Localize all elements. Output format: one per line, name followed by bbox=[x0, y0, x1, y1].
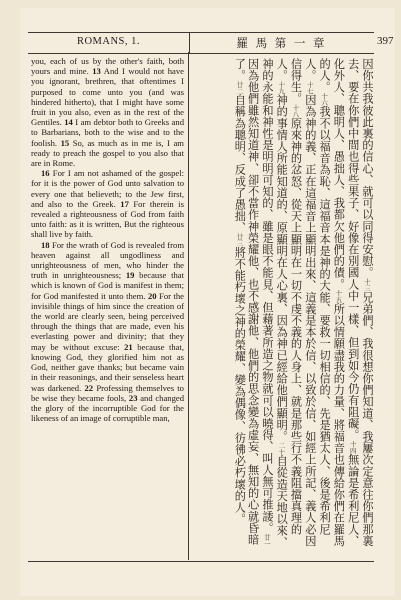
chinese-verse-number: 十九 bbox=[277, 81, 286, 95]
verse-number: 13 bbox=[92, 66, 101, 77]
verse-number: 23 bbox=[128, 392, 138, 403]
chinese-verse-text: 將不能朽壞之神的榮耀、變為偶像、彷彿必朽壞的人。 bbox=[233, 246, 247, 525]
verse-text: you, each of us by the other's faith, both yours and mine. bbox=[31, 56, 184, 77]
chinese-verse-text: 自從造天地以來、神的永能和神性是明明可知的、雖是眼不能見、但藉著所造之物就可以曉得、叫人無可推諉。 bbox=[260, 58, 289, 549]
chinese-verse-text: 神的事情人所能知道的、原顯明在人心裏、因為神已經給他們顯明。 bbox=[275, 94, 289, 443]
english-paragraph bbox=[31, 56, 184, 168]
verse-number: 17 bbox=[120, 198, 129, 209]
verse-text: Professing themselves to be wise they became fools, bbox=[31, 382, 184, 403]
verse-number: 20 bbox=[147, 290, 157, 301]
verse-text: For the wrath of God is revealed from heaven against all ungodliness and unrighteousness of men, who hinder the truth in unrighteousness; bbox=[31, 239, 184, 281]
verse-text: For I am not ashamed of the gospel: for it is the power of God unto salvation to every one that believeth; to the Jew first, and also to the Greek. bbox=[31, 168, 184, 209]
english-paragraph bbox=[31, 240, 184, 424]
chinese-verse-number: 十五 bbox=[334, 290, 343, 303]
chinese-text-column bbox=[191, 58, 374, 556]
column-divider bbox=[188, 52, 189, 560]
chinese-verse-number: 十七 bbox=[305, 81, 314, 95]
verse-text: I am debtor both to Greeks and to Barbarians, both to the wise and to the foolish. bbox=[31, 117, 184, 148]
chinese-verse-number: 二十 bbox=[277, 442, 286, 456]
verse-number: 14 bbox=[64, 117, 73, 128]
english-paragraph bbox=[31, 168, 184, 239]
page-number: 397 bbox=[377, 35, 394, 47]
verse-number: 18 bbox=[41, 239, 50, 250]
header-chinese-cell bbox=[189, 33, 374, 53]
english-text-column bbox=[31, 56, 184, 559]
chinese-verse-text: 無論是希利尼人、化外人、聰明人、愚拙人、我都欠他們的債。 bbox=[332, 58, 360, 547]
verse-number: 15 bbox=[60, 137, 70, 148]
chinese-verse-text: 自稱為聰明、反成了愚拙、 bbox=[233, 94, 247, 234]
running-header bbox=[28, 32, 374, 54]
chinese-verse-text: 我不以福音為恥、這福音本是神的大能、要救一切相信的、先是猶太人、後是希利尼人。 bbox=[303, 58, 332, 536]
chinese-verse-number: 十三 bbox=[363, 278, 371, 292]
verse-number: 21 bbox=[124, 341, 133, 352]
verse-number: 19 bbox=[125, 270, 135, 281]
verse-text: For the invisible things of him since the creation of the world are clearly seen, being perceived through the things that are made, even his everlasting power and divinity; that they may be without excuse: bbox=[31, 290, 184, 352]
verse-text: So, as much as in me is, I am ready to preach the gospel to you also that are in Rome. bbox=[31, 137, 184, 169]
english-chapter-title: ROMANS, 1. bbox=[76, 36, 141, 47]
chinese-verse-number: 廿三 bbox=[235, 233, 244, 247]
chinese-verse-text: 所以情願盡我的力量、將福音也傳給你們在羅馬的人。 bbox=[318, 58, 346, 547]
header-english-cell bbox=[28, 33, 190, 53]
chinese-verse-text: 因為他們雖然知道神、卻不當作神榮耀他、也不感謝他、他們的思念變為虛妄、無知的心就昏暗了。 bbox=[233, 58, 260, 546]
chinese-verse-number: 十四 bbox=[348, 440, 357, 454]
bottom-rule bbox=[28, 561, 374, 562]
chinese-verse-number: 十六 bbox=[320, 92, 329, 106]
chinese-verse-text: 原來神的忿怒、從天上顯明在一切不虔不義的人身上、就是那些行不義阻擋真理的人。 bbox=[275, 58, 303, 536]
verse-text: because that which is known of God is manifest in them; for God manifested it unto them. bbox=[31, 270, 184, 301]
verse-text: and changed the glory of the incorruptible God for the likeness of an image of corruptible man, bbox=[31, 392, 184, 424]
chinese-verse-number: 十八 bbox=[291, 104, 300, 118]
chinese-verse-text: 別國人中一樣、但到如今仍有阻礙。 bbox=[346, 255, 360, 441]
chinese-chapter-title: 羅 馬 第 一 章 bbox=[236, 36, 327, 50]
verse-number: 16 bbox=[41, 168, 50, 179]
verse-text: For therein is revealed a righteousness of God from faith unto faith: as it is written, But the righteous shall live by faith. bbox=[31, 198, 184, 240]
chinese-verse-text: 兄弟們、我很想你們知道、我屢次定意往你們那裏去、要在你們中間也得些果子、好像在 bbox=[346, 58, 374, 547]
verse-text: because that, knowing God, they glorified him not as God, neither gave thanks; but became vain in their reasonings, and their senseless heart was darkened. bbox=[31, 341, 184, 393]
chinese-verse-number: 廿一 bbox=[262, 533, 271, 547]
chinese-verse-text: 因你共我彼此裏的信心、就可以同得安慰。 bbox=[361, 58, 374, 279]
verse-number: 22 bbox=[84, 382, 94, 393]
verse-text: And I would not have you ignorant, brethren, that oftentimes I purposed to come unto you (and was hindered hitherto), that I might have some fruit in you also, even as in the rest of the Gentiles. bbox=[31, 66, 184, 128]
chinese-verse-text: 因為神的義、正在這福音上顯明出來、這義是本於信、以致於信、如經上所記、義人必因信得生。 bbox=[289, 58, 317, 547]
chinese-verse-number: 廿二 bbox=[235, 81, 244, 95]
